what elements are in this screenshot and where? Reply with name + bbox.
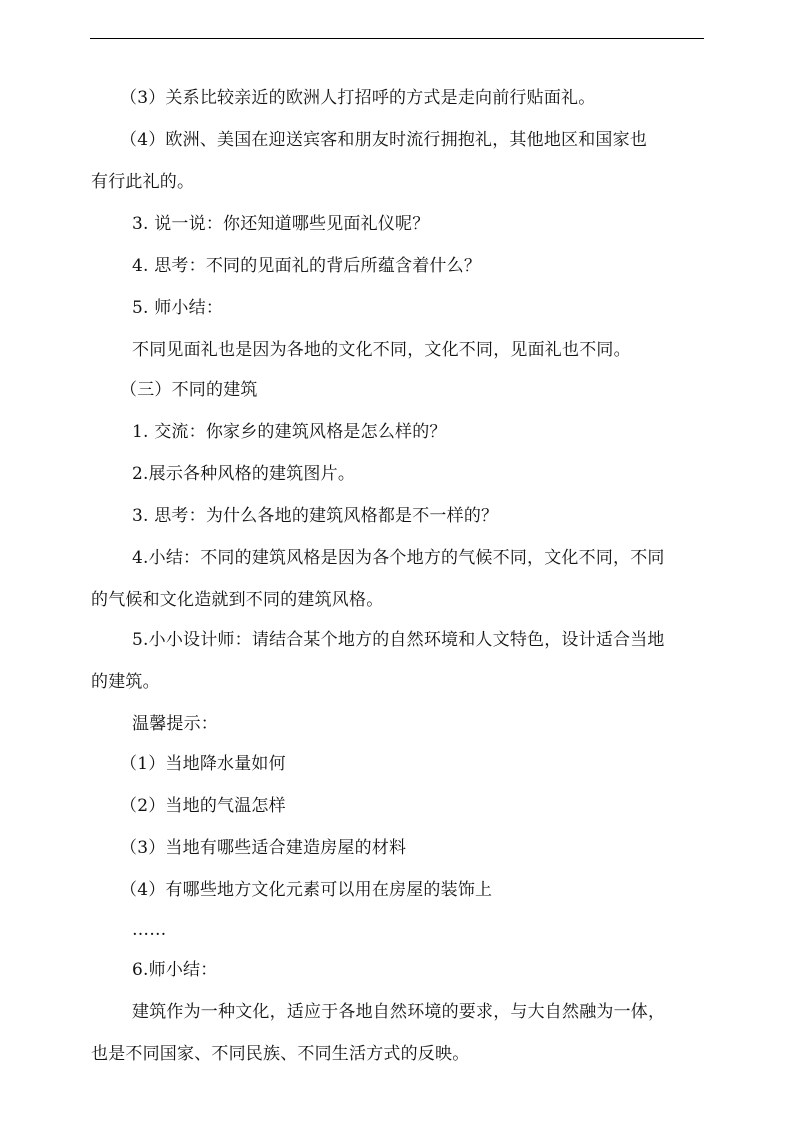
paragraph-line: 3. 说一说：你还知道哪些见面礼仪呢？ <box>132 214 430 234</box>
paragraph-line: 也是不同国家、不同民族、不同生活方式的反映。 <box>91 1044 470 1064</box>
paragraph-line: （3）关系比较亲近的欧洲人打招呼的方式是走向前行贴面礼。 <box>120 88 596 108</box>
paragraph-line: （4）欧洲、美国在迎送宾客和朋友时流行拥抱礼，其他地区和国家也 <box>120 130 648 150</box>
paragraph-line: 温馨提示： <box>132 714 218 734</box>
list-item: （2）当地的气温怎样 <box>120 796 286 816</box>
paragraph-line: 不同见面礼也是因为各地的文化不同，文化不同，见面礼也不同。 <box>132 340 631 360</box>
paragraph-line: 4.小结：不同的建筑风格是因为各个地方的气候不同，文化不同，不同 <box>132 548 665 568</box>
paragraph-line: 的气候和文化造就到不同的建筑风格。 <box>91 590 384 610</box>
paragraph-line: 5. 师小结： <box>132 298 224 318</box>
list-item: （1）当地降水量如何 <box>120 754 286 774</box>
paragraph-line: 的建筑。 <box>91 672 160 692</box>
paragraph-line: 5.小小设计师：请结合某个地方的自然环境和人文特色，设计适合当地 <box>132 630 665 650</box>
header-rule <box>90 38 704 39</box>
paragraph-line: 有行此礼的。 <box>91 172 195 192</box>
paragraph-line: 4. 思考：不同的见面礼的背后所蕴含着什么？ <box>132 256 482 276</box>
paragraph-line: 6.师小结： <box>132 960 218 980</box>
paragraph-line: 3. 思考：为什么各地的建筑风格都是不一样的？ <box>132 506 499 526</box>
paragraph-line: 1. 交流：你家乡的建筑风格是怎么样的？ <box>132 422 447 442</box>
list-item: （4）有哪些地方文化元素可以用在房屋的装饰上 <box>120 880 493 900</box>
paragraph-line: 建筑作为一种文化，适应于各地自然环境的要求，与大自然融为一体， <box>132 1002 666 1022</box>
list-item: （3）当地有哪些适合建造房屋的材料 <box>120 838 407 858</box>
section-heading: （三）不同的建筑 <box>120 380 258 400</box>
ellipsis-line: …… <box>132 920 167 940</box>
paragraph-line: 2.展示各种风格的建筑图片。 <box>132 464 356 484</box>
